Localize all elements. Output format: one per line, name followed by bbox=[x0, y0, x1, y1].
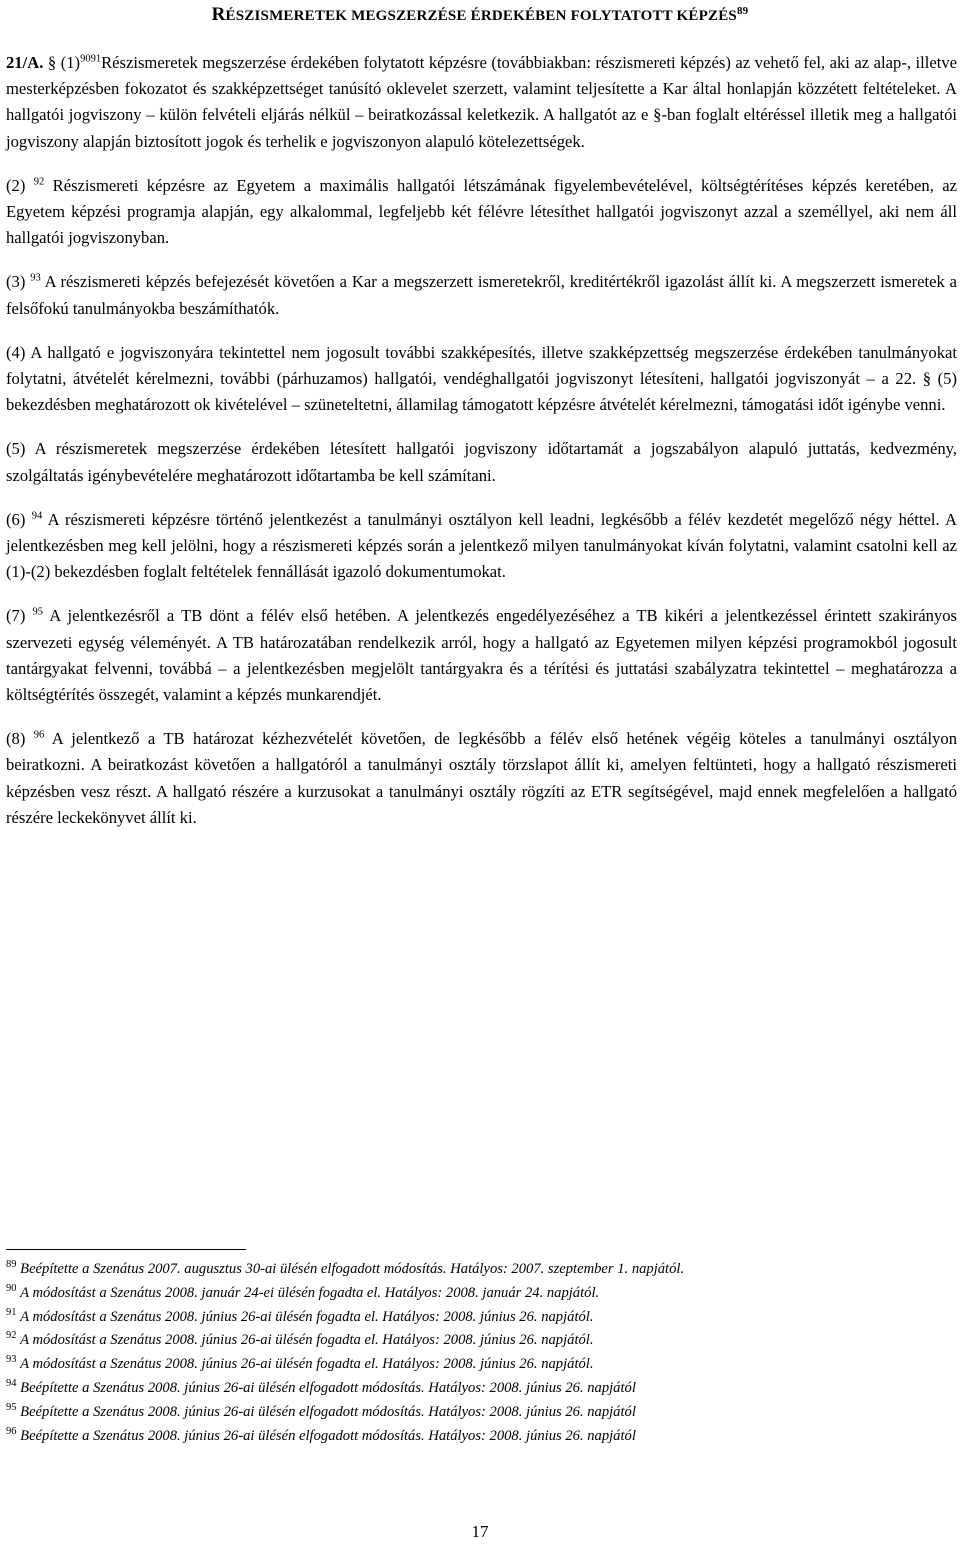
paragraph-text: -ban foglalt eltéréssel illetik meg a hallgatói jogviszony alapján biztosított jogok és terhelik e jogviszonyon alapuló kötelezettségek. bbox=[6, 105, 957, 151]
footnote-ref: 96 bbox=[33, 729, 45, 741]
paragraph-5 bbox=[6, 436, 957, 488]
paragraph-text: Részismeretek megszerzése érdekében folytatott képzésre (továbbiakban: részismereti képzés) az vehető fel, aki az alap-, illetve mesterképzésben fokozatot és szakképzettséget tanúsító oklevelet szerzett, valamint teljesítette a Kar által honlapján közzétett feltételeket. A hallgatói jogviszony – külön felvételi eljárás nélkül – beiratkozással keletkezik. A hallgatót az e bbox=[6, 53, 957, 125]
footnote-text: A módosítást a Szenátus 2008. január 24-ei ülésén fogadta el. Hatályos: 2008. január 24. napjától. bbox=[20, 1284, 600, 1301]
footnote-text: A módosítást a Szenátus 2008. június 26-ai ülésén fogadta el. Hatályos: 2008. június 26. napjától. bbox=[20, 1308, 594, 1325]
paragraph-4 bbox=[6, 340, 957, 419]
running-header bbox=[0, 4, 960, 26]
footnote-number: 94 bbox=[6, 1378, 17, 1390]
paragraph-lead: (7) bbox=[6, 606, 26, 626]
footnote-96 bbox=[6, 1425, 957, 1449]
paragraph-3 bbox=[6, 269, 957, 321]
footnote-ref: 95 bbox=[32, 606, 44, 618]
footnote-number: 95 bbox=[6, 1401, 17, 1413]
footnote-number: 93 bbox=[6, 1354, 17, 1366]
footnote-text: Beépítette a Szenátus 2008. június 26-ai ülésén elfogadott módosítás. Hatályos: 2008. június 26. napjától bbox=[20, 1427, 636, 1444]
paragraph-text: A jelentkező a TB határozat kézhezvételét követően, de legkésőbb a félév első hetének végéig köteles a tanulmányi osztályon beiratkozni. A beiratkozást követően a hallgatóról a tanulmányi osztály törzslapot állít ki, amelyen feltünteti, hogy a hallgató részismereti képzésben vesz részt. A hallgató részére a kurzusokat a tanulmányi osztály rögzíti az ETR segítségével, majd ennek megfelelően a hallgató részére leckekönyvet állít ki. bbox=[6, 729, 957, 827]
paragraph-1 bbox=[6, 50, 957, 155]
header-footnote-ref: 89 bbox=[736, 5, 749, 17]
article-body bbox=[6, 50, 957, 849]
paragraph-lead: (2) bbox=[6, 175, 26, 195]
paragraph-text: (5) bekezdésben meghatározott ok kivételével – szüneteltetni, államilag támogatott képzésre átvételét kérelmezni, támogatási időt igénybe venni. bbox=[6, 369, 958, 415]
footnote-91 bbox=[6, 1306, 957, 1330]
page-number: 17 bbox=[471, 1522, 489, 1541]
footnote-number: 92 bbox=[6, 1330, 17, 1342]
footnote-89 bbox=[6, 1258, 957, 1282]
footnote-text: Beépítette a Szenátus 2008. június 26-ai ülésén elfogadott módosítás. Hatályos: 2008. június 26. napjától bbox=[20, 1379, 636, 1396]
paragraph-7 bbox=[6, 603, 957, 708]
footnote-number: 90 bbox=[6, 1282, 17, 1294]
paragraph-lead: (1) bbox=[60, 53, 81, 72]
footnote-94 bbox=[6, 1377, 957, 1401]
paragraph-text: A jelentkezésről a TB dönt a félév első hetében. A jelentkezés engedélyezéséhez a TB kikéri a jelentkezéssel érintett szakirányos szervezeti egység véleményét. A TB határozatában rendelkezik arról, hogy a hallgató az Egyetemen milyen képzési programokból jogosult tantárgyakat felvenni, továbbá – a jelentkezésben megjelölt tantárgyakra és a térítési és juttatási szabályzatra tekintettel – meghatározza a költségtérítés összegét, valamint a képzés munkarendjét. bbox=[6, 606, 957, 705]
footnote-93 bbox=[6, 1353, 957, 1377]
article-number: 21/A. bbox=[6, 53, 44, 72]
section-sign: § bbox=[922, 369, 932, 389]
section-sign: § bbox=[653, 105, 662, 125]
paragraph-lead: (3) bbox=[6, 272, 26, 292]
footnote-number: 91 bbox=[6, 1306, 17, 1318]
footnote-90 bbox=[6, 1282, 957, 1306]
footnote-ref: 92 bbox=[33, 176, 45, 188]
paragraph-lead: (8) bbox=[6, 729, 26, 749]
footnote-92 bbox=[6, 1329, 957, 1353]
header-title: ÉSZISMERETEK MEGSZERZÉSE ÉRDEKÉBEN FOLYTATOTT KÉPZÉS bbox=[225, 8, 737, 24]
paragraph-lead: (6) bbox=[6, 509, 26, 529]
footnote-text: Beépítette a Szenátus 2007. augusztus 30-ai ülésén elfogadott módosítás. Hatályos: 2007. szeptember 1. napjától. bbox=[20, 1261, 685, 1277]
paragraph-text: (4) A hallgató e jogviszonyára tekintettel nem jogosult további szakképesítés, illetve szakképzettség megszerzése érdekében tanulmányokat folytatni, átvételét kérelmezni, további (párhuzamos) hallgatói, vendéghallgatói jogviszonyt létesíteni, hallgatói jogviszonyát – a 22. bbox=[6, 342, 957, 389]
footnote-ref: 9091 bbox=[80, 53, 102, 65]
paragraph-6 bbox=[6, 507, 957, 586]
footnote-separator bbox=[6, 1249, 246, 1250]
footnote-95 bbox=[6, 1401, 957, 1425]
footnotes bbox=[6, 1258, 957, 1448]
footnote-text: A módosítást a Szenátus 2008. június 26-ai ülésén fogadta el. Hatályos: 2008. június 26. napjától. bbox=[20, 1356, 594, 1373]
paragraph-8 bbox=[6, 726, 957, 831]
footnote-ref: 93 bbox=[30, 272, 41, 284]
paragraph-text: (5) A részismeretek megszerzése érdekében létesített hallgatói jogviszony időtartamát a jogszabályon alapuló juttatás, kedvezmény, szolgáltatás igénybevételére meghatározott időtartamba be kell számítani. bbox=[6, 439, 957, 485]
paragraph-text: A részismereti képzésre történő jelentkezést a tanulmányi osztályon kell leadni, legkésőbb a félév kezdetét megelőző négy héttel. A jelentkezésben meg kell jelölni, hogy a részismereti képzés során a jelentkező milyen tanulmányokat kíván folytatni, valamint csatolni kell az (1)-(2) bekezdésben foglalt feltételek fennállását igazoló dokumentumokat. bbox=[6, 509, 957, 582]
header-initial: R bbox=[211, 4, 226, 25]
footnote-number: 96 bbox=[6, 1425, 17, 1437]
section-sign: § bbox=[47, 53, 57, 72]
footnote-ref: 94 bbox=[31, 510, 43, 522]
paragraph-text: Részismereti képzésre az Egyetem a maximális hallgatói létszámának figyelembevételével, költségtérítéses képzés keretében, az Egyetem képzési programja alapján, egy alkalommal, legfeljebb két félévre létesíthet hallgatói jogviszonyt azzal a személlyel, aki nem áll hallgatói jogviszonyban. bbox=[6, 175, 957, 248]
paragraph-2 bbox=[6, 173, 957, 252]
footnote-number: 89 bbox=[6, 1259, 17, 1271]
paragraph-text: A részismereti képzés befejezését követően a Kar a megszerzett ismeretekről, kreditértékről igazolást állít ki. A megszerzett ismeretek a felsőfokú tanulmányokba beszámíthatók. bbox=[6, 272, 957, 318]
footnote-text: Beépítette a Szenátus 2008. június 26-ai ülésén elfogadott módosítás. Hatályos: 2008. június 26. napjától bbox=[20, 1403, 636, 1420]
footnote-text: A módosítást a Szenátus 2008. június 26-ai ülésén fogadta el. Hatályos: 2008. június 26. napjától. bbox=[20, 1332, 594, 1349]
